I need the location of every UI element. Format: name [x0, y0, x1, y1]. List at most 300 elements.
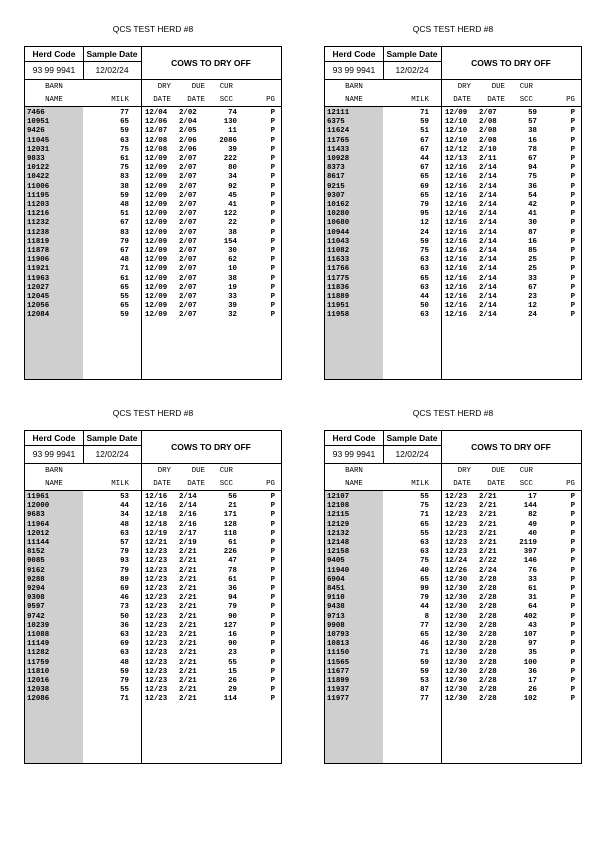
barn-name-cell: 11906 — [27, 256, 50, 265]
barn-name-cell: 11899 — [327, 677, 350, 685]
milk-header: MILK — [411, 480, 429, 488]
table-row — [25, 275, 281, 284]
cur-scc-cell: 19 — [228, 283, 237, 292]
table-row — [25, 302, 281, 311]
cows-to-dry-off-title: COWS TO DRY OFF — [171, 442, 251, 452]
milk-cell: 75 — [120, 164, 129, 173]
cur-scc-cell: 97 — [528, 640, 537, 649]
pg-cell: P — [270, 283, 275, 292]
table-row — [25, 311, 281, 320]
due-date-cell: 2/28 — [479, 621, 497, 630]
barn-name-cell: 11082 — [327, 247, 350, 255]
cur-scc-cell: 32 — [228, 311, 237, 320]
barn-name-cell: 11878 — [27, 247, 50, 255]
due-date-cell: 2/07 — [179, 201, 197, 209]
dry-date-cell: 12/30 — [445, 640, 468, 649]
sample-date-label: Sample Date — [86, 49, 138, 59]
due-date-cell: 2/07 — [179, 265, 197, 274]
table-row — [25, 576, 281, 585]
barn-name-cell: 6375 — [327, 118, 345, 127]
cur-scc-cell: 76 — [528, 566, 537, 575]
dry-date-cell: 12/23 — [145, 667, 168, 676]
table-row — [325, 311, 581, 320]
cur-scc-cell: 226 — [223, 548, 237, 557]
due-date-cell: 2/21 — [179, 640, 197, 649]
barn-name-cell: 10422 — [27, 173, 50, 182]
barn-name-cell: 10122 — [27, 164, 50, 173]
table-row — [25, 293, 281, 302]
barn-name-cell: 11961 — [27, 493, 50, 501]
table-row — [325, 164, 581, 173]
cur-scc-cell: 2086 — [219, 136, 237, 145]
barn-name-cell: 11565 — [327, 658, 350, 667]
milk-cell: 63 — [420, 283, 429, 292]
pg-cell: P — [270, 520, 275, 529]
pg-cell: P — [570, 191, 575, 200]
dry-date-cell: 12/23 — [145, 631, 168, 639]
due-date-cell: 2/28 — [479, 649, 497, 658]
due-date-cell: 2/11 — [479, 155, 497, 163]
due-date-cell: 2/21 — [479, 520, 497, 529]
due-date-cell: 2/28 — [479, 667, 497, 676]
milk-cell: 38 — [120, 182, 129, 191]
pg-cell: P — [270, 566, 275, 575]
table-row — [325, 183, 581, 192]
cur-scc-cell: 61 — [228, 575, 237, 584]
pg-cell: P — [570, 136, 575, 145]
divider — [325, 445, 441, 446]
due-date-cell: 2/16 — [179, 520, 197, 529]
due-date-cell: 2/14 — [479, 237, 497, 246]
dry-date-cell: 12/30 — [445, 695, 468, 704]
pg-cell: P — [570, 594, 575, 603]
pg-cell: P — [270, 621, 275, 630]
table-row — [25, 677, 281, 686]
dry-date-cell: 12/09 — [145, 247, 168, 255]
dry-date-cell: 12/04 — [145, 109, 168, 117]
barn-name-cell: 9307 — [327, 191, 345, 200]
table-row — [25, 649, 281, 658]
barn-name-cell: 11958 — [327, 311, 350, 320]
due-date-cell: 2/14 — [479, 173, 497, 182]
milk-cell: 67 — [420, 164, 429, 173]
milk-cell: 51 — [420, 127, 429, 136]
divider — [25, 79, 281, 80]
milk-cell: 57 — [120, 539, 129, 547]
dry-date-cell: 12/16 — [445, 191, 468, 200]
dry-date-cell: 12/09 — [145, 274, 168, 283]
table-row — [325, 284, 581, 293]
dry-date-cell: 12/23 — [145, 585, 168, 593]
dry-date-cell: 12/30 — [445, 585, 468, 593]
due-date-cell: 2/08 — [479, 127, 497, 136]
divider — [325, 61, 441, 62]
barn-name-cell: 9742 — [27, 612, 45, 621]
dry-date-cell: 12/23 — [145, 658, 168, 667]
due-date-cell: 2/21 — [179, 686, 197, 695]
table-row — [25, 284, 281, 293]
cur-scc-header: CUR SCC — [219, 83, 233, 104]
pg-header: PG — [566, 480, 575, 488]
barn-name-cell: 11963 — [27, 274, 50, 283]
milk-cell: 79 — [120, 677, 129, 685]
dry-date-cell: 12/09 — [145, 265, 168, 274]
pg-cell: P — [570, 302, 575, 311]
table-row — [25, 659, 281, 668]
cur-scc-cell: 38 — [528, 127, 537, 136]
cur-scc-cell: 10 — [228, 265, 237, 274]
pg-cell: P — [570, 109, 575, 117]
barn-name-header: BARN NAME — [345, 83, 363, 104]
milk-cell: 75 — [420, 502, 429, 511]
cur-scc-cell: 16 — [528, 237, 537, 246]
dry-date-cell: 12/16 — [445, 311, 468, 320]
cur-scc-cell: 22 — [228, 219, 237, 228]
milk-cell: 75 — [120, 145, 129, 154]
barn-name-cell: 11149 — [27, 640, 50, 649]
milk-cell: 63 — [120, 136, 129, 145]
herd-code-label: Herd Code — [32, 433, 76, 443]
table-row — [325, 493, 581, 502]
milk-cell: 65 — [420, 520, 429, 529]
cur-scc-cell: 43 — [528, 621, 537, 630]
table-row — [25, 137, 281, 146]
barn-name-cell: 8373 — [327, 164, 345, 173]
milk-cell: 71 — [420, 511, 429, 520]
milk-cell: 77 — [120, 109, 129, 117]
milk-cell: 67 — [420, 145, 429, 154]
milk-cell: 71 — [420, 109, 429, 117]
dry-date-cell: 12/09 — [145, 283, 168, 292]
pg-cell: P — [570, 256, 575, 265]
table-row — [25, 164, 281, 173]
due-date-cell: 2/14 — [479, 210, 497, 219]
pg-cell: P — [270, 247, 275, 255]
pg-cell: P — [570, 164, 575, 173]
barn-name-cell: 12111 — [327, 109, 350, 117]
due-date-cell: 2/14 — [479, 247, 497, 255]
cur-scc-cell: 30 — [228, 247, 237, 255]
table-row — [25, 219, 281, 228]
dry-date-cell: 12/09 — [145, 293, 168, 301]
report-title: QCS TEST HERD #8 — [112, 408, 194, 418]
table-row — [25, 603, 281, 612]
cur-scc-cell: 56 — [228, 493, 237, 501]
pg-cell: P — [270, 575, 275, 584]
barn-name-cell: 12129 — [327, 520, 350, 529]
due-date-cell: 2/06 — [179, 145, 197, 154]
milk-cell: 24 — [420, 228, 429, 237]
table-row — [325, 155, 581, 164]
barn-name-cell: 9405 — [327, 557, 345, 566]
table-row — [325, 585, 581, 594]
dry-date-cell: 12/23 — [145, 548, 168, 557]
cur-scc-cell: 38 — [228, 274, 237, 283]
table-row — [325, 659, 581, 668]
table-row — [325, 219, 581, 228]
dry-date-cell: 12/30 — [445, 603, 468, 612]
cur-scc-cell: 130 — [223, 118, 237, 127]
cur-scc-cell: 41 — [228, 201, 237, 209]
table-row — [325, 622, 581, 631]
milk-cell: 48 — [120, 658, 129, 667]
pg-cell: P — [270, 136, 275, 145]
dry-date-cell: 12/16 — [445, 302, 468, 311]
dry-date-cell: 12/26 — [445, 566, 468, 575]
barn-name-cell: 9713 — [327, 612, 345, 621]
cur-scc-header: CUR SCC — [519, 83, 533, 104]
dry-date-cell: 12/24 — [445, 557, 468, 566]
dry-date-cell: 12/30 — [445, 649, 468, 658]
cur-scc-cell: 100 — [523, 658, 537, 667]
pg-cell: P — [570, 247, 575, 255]
cur-scc-cell: 122 — [223, 210, 237, 219]
cur-scc-cell: 54 — [528, 191, 537, 200]
table-row — [325, 210, 581, 219]
due-date-cell: 2/08 — [479, 118, 497, 127]
due-date-cell: 2/07 — [179, 256, 197, 265]
due-date-header: DUE DATE — [487, 83, 505, 104]
table-row — [25, 201, 281, 210]
cur-scc-cell: 67 — [528, 155, 537, 163]
table-row — [325, 668, 581, 677]
due-date-cell: 2/21 — [179, 585, 197, 593]
milk-cell: 65 — [420, 191, 429, 200]
milk-cell: 50 — [420, 302, 429, 311]
cur-scc-cell: 90 — [228, 640, 237, 649]
dry-date-cell: 12/16 — [445, 293, 468, 301]
pg-cell: P — [570, 127, 575, 136]
pg-cell: P — [270, 210, 275, 219]
dry-date-cell: 12/30 — [445, 658, 468, 667]
barn-name-cell: 11238 — [27, 228, 50, 237]
table-row — [325, 293, 581, 302]
barn-name-cell: 9162 — [27, 566, 45, 575]
dry-date-cell: 12/06 — [145, 118, 168, 127]
dry-date-cell: 12/09 — [145, 173, 168, 182]
due-date-cell: 2/28 — [479, 677, 497, 685]
pg-header: PG — [266, 96, 275, 104]
divider — [325, 463, 581, 464]
cur-scc-cell: 24 — [528, 311, 537, 320]
herd-code-label: Herd Code — [32, 49, 76, 59]
pg-cell: P — [570, 265, 575, 274]
pg-cell: P — [270, 228, 275, 237]
barn-name-cell: 11088 — [27, 631, 50, 639]
dry-date-header: DRY DATE — [153, 83, 171, 104]
report-box — [24, 46, 282, 380]
milk-cell: 83 — [120, 228, 129, 237]
due-date-cell: 2/07 — [179, 182, 197, 191]
due-date-cell: 2/07 — [179, 274, 197, 283]
pg-cell: P — [270, 173, 275, 182]
pg-cell: P — [270, 274, 275, 283]
due-date-cell: 2/14 — [179, 502, 197, 511]
milk-cell: 73 — [120, 603, 129, 612]
dry-date-cell: 12/23 — [145, 566, 168, 575]
dry-date-cell: 12/30 — [445, 677, 468, 685]
barn-name-cell: 12148 — [327, 539, 350, 547]
dry-date-cell: 12/23 — [445, 548, 468, 557]
pg-cell: P — [570, 695, 575, 704]
table-row — [25, 192, 281, 201]
dry-date-cell: 12/09 — [145, 182, 168, 191]
pg-cell: P — [570, 155, 575, 163]
pg-cell: P — [270, 677, 275, 685]
milk-cell: 61 — [120, 155, 129, 163]
dry-date-cell: 12/21 — [145, 539, 168, 547]
pg-cell: P — [270, 612, 275, 621]
due-date-cell: 2/07 — [179, 219, 197, 228]
due-date-cell: 2/21 — [479, 493, 497, 501]
report-box — [24, 430, 282, 764]
cur-scc-cell: 26 — [228, 677, 237, 685]
milk-cell: 55 — [420, 493, 429, 501]
milk-cell: 48 — [120, 520, 129, 529]
due-date-cell: 2/21 — [179, 603, 197, 612]
barn-name-cell: 12012 — [27, 529, 50, 538]
barn-name-cell: 11282 — [27, 649, 50, 658]
cur-scc-cell: 17 — [528, 677, 537, 685]
barn-name-header: BARN NAME — [45, 467, 63, 488]
pg-cell: P — [570, 677, 575, 685]
due-date-cell: 2/14 — [479, 302, 497, 311]
cur-scc-cell: 25 — [528, 265, 537, 274]
barn-name-cell: 11951 — [327, 302, 350, 311]
table-row — [325, 576, 581, 585]
due-date-cell: 2/28 — [479, 695, 497, 704]
milk-cell: 89 — [120, 575, 129, 584]
dry-date-cell: 12/19 — [145, 529, 168, 538]
cur-scc-cell: 36 — [528, 667, 537, 676]
cur-scc-cell: 38 — [228, 228, 237, 237]
due-date-cell: 2/28 — [479, 575, 497, 584]
cur-scc-cell: 92 — [228, 182, 237, 191]
due-date-cell: 2/07 — [179, 191, 197, 200]
barn-name-cell: 9308 — [27, 594, 45, 603]
pg-cell: P — [570, 548, 575, 557]
cur-scc-cell: 87 — [528, 228, 537, 237]
milk-cell: 69 — [120, 585, 129, 593]
table-row — [25, 585, 281, 594]
report-title: QCS TEST HERD #8 — [112, 24, 194, 34]
pg-cell: P — [570, 493, 575, 501]
barn-name-cell: 11624 — [327, 127, 350, 136]
due-date-cell: 2/21 — [179, 557, 197, 566]
barn-name-cell: 10239 — [27, 621, 50, 630]
pg-cell: P — [270, 548, 275, 557]
barn-name-cell: 11940 — [327, 566, 350, 575]
table-row — [25, 511, 281, 520]
pg-cell: P — [270, 182, 275, 191]
dry-date-cell: 12/16 — [145, 493, 168, 501]
dry-date-cell: 12/09 — [145, 228, 168, 237]
due-date-cell: 2/08 — [479, 136, 497, 145]
due-date-cell: 2/02 — [179, 109, 197, 117]
due-date-cell: 2/14 — [479, 293, 497, 301]
pg-cell: P — [570, 502, 575, 511]
barn-name-cell: 9426 — [27, 127, 45, 136]
due-date-cell: 2/22 — [479, 557, 497, 566]
dry-date-cell: 12/09 — [145, 155, 168, 163]
dry-date-cell: 12/10 — [445, 136, 468, 145]
due-date-cell: 2/14 — [479, 228, 497, 237]
pg-header: PG — [566, 96, 575, 104]
herd-code-label: Herd Code — [332, 49, 376, 59]
pg-cell: P — [270, 127, 275, 136]
cows-to-dry-off-title: COWS TO DRY OFF — [471, 442, 551, 452]
due-date-cell: 2/05 — [179, 127, 197, 136]
table-row — [25, 686, 281, 695]
cows-to-dry-off-title: COWS TO DRY OFF — [171, 58, 251, 68]
barn-name-cell: 11677 — [327, 667, 350, 676]
herd-code-value: 93 99 9941 — [32, 65, 76, 75]
due-date-cell: 2/21 — [179, 548, 197, 557]
table-row — [325, 201, 581, 210]
cur-scc-cell: 16 — [528, 136, 537, 145]
table-row — [325, 511, 581, 520]
dry-date-cell: 12/10 — [445, 118, 468, 127]
pg-cell: P — [270, 219, 275, 228]
pg-cell: P — [270, 493, 275, 501]
due-date-cell: 2/16 — [179, 511, 197, 520]
barn-name-cell: 12084 — [27, 311, 50, 320]
due-date-cell: 2/21 — [179, 575, 197, 584]
dry-date-cell: 12/13 — [445, 155, 468, 163]
cur-scc-header: CUR SCC — [219, 467, 233, 488]
barn-name-cell: 12000 — [27, 502, 50, 511]
cur-scc-cell: 78 — [528, 145, 537, 154]
sample-date-label: Sample Date — [86, 433, 138, 443]
dry-date-cell: 12/30 — [445, 612, 468, 621]
milk-cell: 67 — [120, 219, 129, 228]
barn-name-cell: 11819 — [27, 237, 50, 246]
due-date-cell: 2/07 — [179, 283, 197, 292]
pg-cell: P — [570, 529, 575, 538]
cur-scc-cell: 75 — [528, 173, 537, 182]
table-row — [325, 173, 581, 182]
sample-date-value: 12/02/24 — [395, 449, 429, 459]
dry-date-cell: 12/16 — [445, 164, 468, 173]
pg-cell: P — [570, 603, 575, 612]
milk-cell: 75 — [420, 557, 429, 566]
barn-name-cell: 11203 — [27, 201, 50, 209]
report-box — [324, 430, 582, 764]
milk-cell: 69 — [420, 182, 429, 191]
cur-scc-cell: 144 — [523, 502, 537, 511]
cur-scc-cell: 61 — [528, 585, 537, 593]
table-row — [325, 567, 581, 576]
barn-name-cell: 7466 — [27, 109, 45, 117]
barn-name-cell: 12056 — [27, 302, 50, 311]
dry-date-cell: 12/16 — [445, 228, 468, 237]
due-date-cell: 2/14 — [479, 164, 497, 173]
cur-scc-cell: 33 — [528, 575, 537, 584]
cur-scc-cell: 30 — [528, 219, 537, 228]
table-row — [25, 695, 281, 704]
dry-date-cell: 12/09 — [145, 219, 168, 228]
dry-date-cell: 12/16 — [445, 219, 468, 228]
milk-cell: 65 — [120, 118, 129, 127]
pg-cell: P — [570, 237, 575, 246]
pg-cell: P — [570, 667, 575, 676]
due-date-cell: 2/21 — [179, 621, 197, 630]
milk-cell: 44 — [420, 155, 429, 163]
milk-cell: 59 — [120, 127, 129, 136]
milk-cell: 55 — [120, 686, 129, 695]
dry-date-cell: 12/23 — [445, 511, 468, 520]
cur-scc-cell: 33 — [228, 293, 237, 301]
